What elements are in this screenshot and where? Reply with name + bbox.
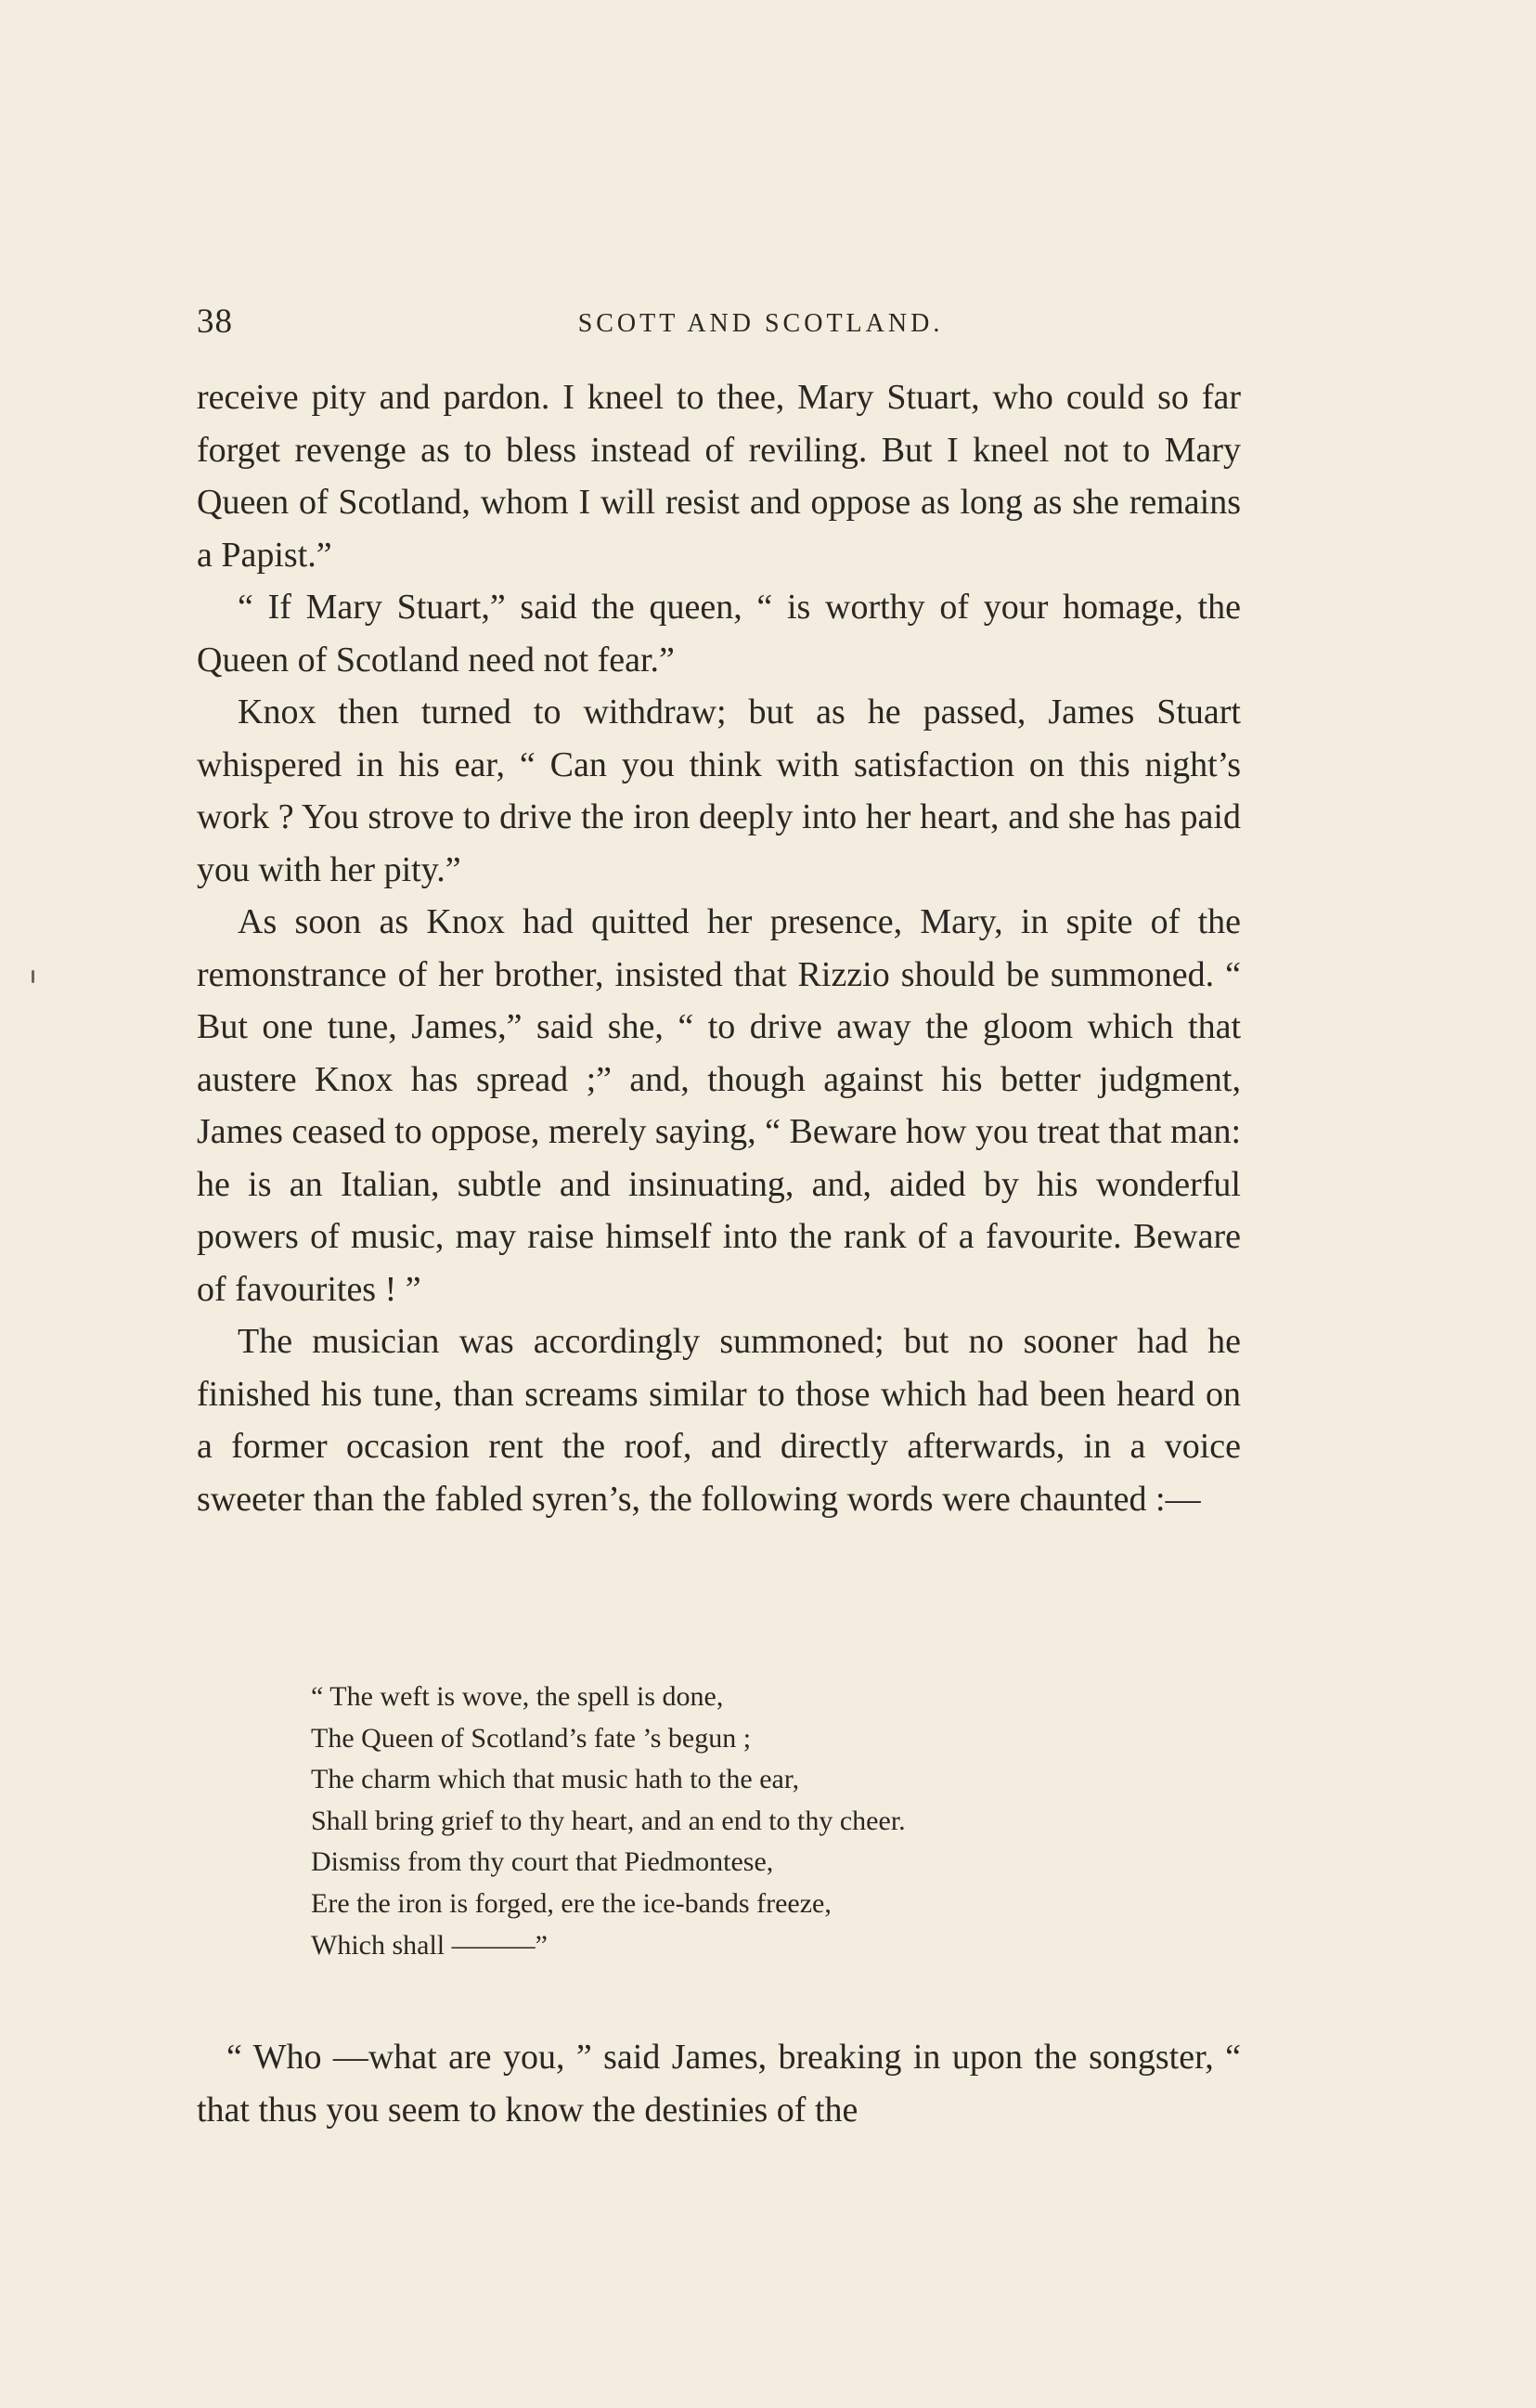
paragraph: Knox then turned to withdraw; but as he passed, James Stuart whispered in his ear, “ Can you think with satisfaction on this night’s work ? You strove to drive the iron deeply into her heart, and she has paid you with her pity.” xyxy=(197,693,1241,889)
verse-line: Which shall ———” xyxy=(311,1929,548,1961)
paragraph: receive pity and pardon. I kneel to thee, Mary Stuart, who could so far forget revenge as to bless instead of reviling. But I kneel not to Mary Queen of Scotland, whom I will resist and oppose as long as she remains a Papist.” xyxy=(197,378,1241,575)
paragraph: The musician was accordingly summoned; but no sooner had he finished his tune, than screams similar to those which had been heard on a former occasion rent the roof, and directly afterwards, in a voice sweeter than the fabled syren’s, the following words were chaunted :— xyxy=(197,1322,1241,1519)
running-title: SCOTT AND SCOTLAND. xyxy=(577,309,944,338)
verse-line: Dismiss from thy court that Piedmontese, xyxy=(311,1846,774,1878)
paragraph: “ Who —what are you, ” said James, breaking in upon the songster, “ that thus you seem to know the destinies of the xyxy=(197,2038,1241,2130)
page-number: 38 xyxy=(197,303,233,341)
running-head xyxy=(197,302,1241,348)
verse-line: Ere the iron is forged, ere the ice-bands freeze, xyxy=(311,1887,832,1919)
paragraph: As soon as Knox had quitted her presence, Mary, in spite of the remonstrance of her brother, insisted that Rizzio should be summoned. “ But one tune, James,” said she, “ to drive away the gloom which that austere Knox has spread ;” and, though against his better judgment, James ceased to oppose, merely saying, “ Beware how you treat that man: he is an Italian, subtle and insinuating, and, aided by his wonderful powers of music, may raise himself into the rank of a favourite. Beware of favourites ! ” xyxy=(197,902,1241,1309)
paragraph: “ If Mary Stuart,” said the queen, “ is worthy of your homage, the Queen of Scotland need not fear.” xyxy=(197,588,1241,680)
verse-block xyxy=(311,1677,1146,1966)
closing-text xyxy=(197,2031,1241,2136)
body-text xyxy=(197,371,1241,1525)
verse-line: “ The weft is wove, the spell is done, xyxy=(311,1681,724,1712)
margin-mark xyxy=(32,970,34,983)
verse-line: The charm which that music hath to the ear, xyxy=(311,1764,800,1795)
verse-line: Shall bring grief to thy heart, and an end to thy cheer. xyxy=(311,1805,906,1836)
verse-line: The Queen of Scotland’s fate ’s begun ; xyxy=(311,1722,752,1754)
